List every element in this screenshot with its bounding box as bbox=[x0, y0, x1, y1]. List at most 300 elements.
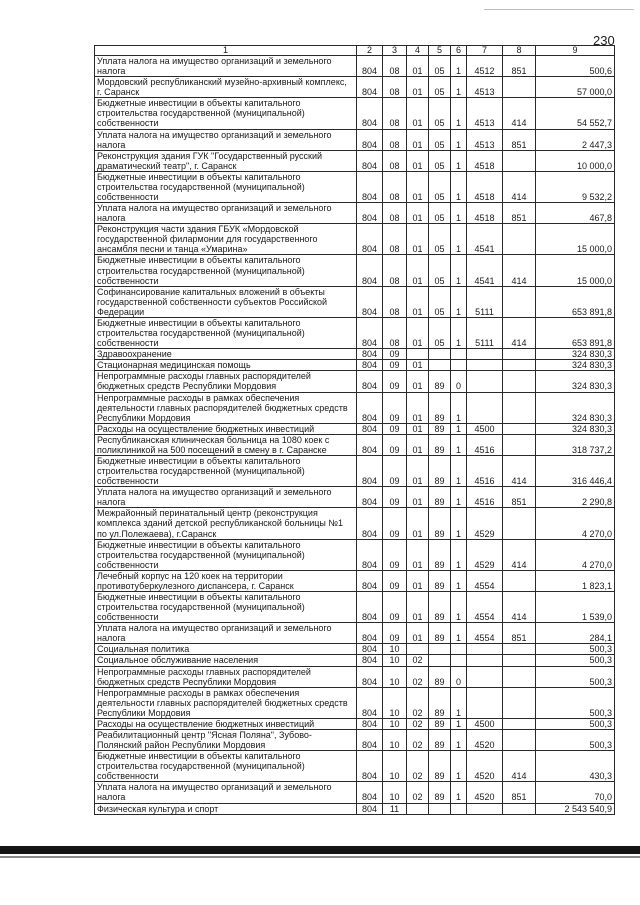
amount-cell: 500,3 bbox=[536, 687, 615, 718]
section-code-cell: 09 bbox=[383, 434, 407, 455]
section-code-cell: 09 bbox=[383, 539, 407, 570]
target-code-cell: 4520 bbox=[467, 730, 503, 751]
subsection-code-cell bbox=[407, 349, 429, 360]
subsection-code-cell bbox=[407, 644, 429, 655]
table-row bbox=[95, 508, 615, 539]
program-code-cell: 89 bbox=[429, 455, 451, 486]
program-code-cell: 05 bbox=[429, 98, 451, 129]
table-row bbox=[95, 623, 615, 644]
program-code-cell: 05 bbox=[429, 171, 451, 202]
section-code-cell: 10 bbox=[383, 644, 407, 655]
amount-cell: 500,3 bbox=[536, 655, 615, 666]
ministry-code-cell: 804 bbox=[357, 591, 383, 622]
program-code-cell: 05 bbox=[429, 150, 451, 171]
ministry-code-cell: 804 bbox=[357, 666, 383, 687]
program-code-cell: 05 bbox=[429, 56, 451, 77]
subprogram-code-cell: 1 bbox=[451, 150, 467, 171]
program-code-cell: 89 bbox=[429, 751, 451, 782]
table-row bbox=[95, 570, 615, 591]
section-code-cell: 09 bbox=[383, 591, 407, 622]
item-name-cell: Межрайонный перинатальный центр (реконструкция комплекса зданий детской республиканской больницы №1 по ул.Полежаева), г.Саранск bbox=[95, 508, 357, 539]
section-code-cell: 09 bbox=[383, 487, 407, 508]
section-code-cell: 09 bbox=[383, 455, 407, 486]
amount-cell: 467,8 bbox=[536, 203, 615, 224]
ministry-code-cell: 804 bbox=[357, 508, 383, 539]
table-row bbox=[95, 591, 615, 622]
item-name-cell: Бюджетные инвестиции в объекты капитального строительства государственной (муниципальной) собственности bbox=[95, 255, 357, 286]
subprogram-code-cell: 1 bbox=[451, 751, 467, 782]
scan-bottom-border bbox=[0, 846, 640, 854]
subsection-code-cell: 02 bbox=[407, 730, 429, 751]
target-code-cell bbox=[467, 666, 503, 687]
ministry-code-cell: 804 bbox=[357, 360, 383, 371]
column-number-7: 7 bbox=[467, 46, 503, 56]
table-row bbox=[95, 423, 615, 434]
subprogram-code-cell: 1 bbox=[451, 687, 467, 718]
subsection-code-cell: 02 bbox=[407, 687, 429, 718]
target-code-cell: 4500 bbox=[467, 423, 503, 434]
scan-edge-line bbox=[484, 9, 634, 10]
subsection-code-cell: 01 bbox=[407, 255, 429, 286]
expense-type-code-cell: 414 bbox=[503, 539, 536, 570]
subprogram-code-cell: 1 bbox=[451, 286, 467, 317]
expense-type-code-cell: 414 bbox=[503, 317, 536, 348]
subsection-code-cell: 02 bbox=[407, 751, 429, 782]
amount-cell: 500,3 bbox=[536, 718, 615, 729]
table-row bbox=[95, 317, 615, 348]
subsection-code-cell: 01 bbox=[407, 286, 429, 317]
expense-type-code-cell bbox=[503, 371, 536, 392]
table-row bbox=[95, 803, 615, 814]
section-code-cell: 10 bbox=[383, 687, 407, 718]
expense-type-code-cell bbox=[503, 392, 536, 423]
target-code-cell: 4541 bbox=[467, 255, 503, 286]
amount-cell: 324 830,3 bbox=[536, 371, 615, 392]
table-body bbox=[95, 56, 615, 815]
subprogram-code-cell: 0 bbox=[451, 371, 467, 392]
amount-cell: 10 000,0 bbox=[536, 150, 615, 171]
subprogram-code-cell: 1 bbox=[451, 224, 467, 255]
amount-cell: 316 446,4 bbox=[536, 455, 615, 486]
section-code-cell: 09 bbox=[383, 623, 407, 644]
subprogram-code-cell: 1 bbox=[451, 782, 467, 803]
subsection-code-cell: 02 bbox=[407, 666, 429, 687]
expense-type-code-cell bbox=[503, 803, 536, 814]
subprogram-code-cell: 1 bbox=[451, 77, 467, 98]
subsection-code-cell bbox=[407, 803, 429, 814]
section-code-cell: 09 bbox=[383, 392, 407, 423]
subprogram-code-cell bbox=[451, 644, 467, 655]
program-code-cell bbox=[429, 655, 451, 666]
subsection-code-cell: 01 bbox=[407, 98, 429, 129]
target-code-cell: 4516 bbox=[467, 455, 503, 486]
ministry-code-cell: 804 bbox=[357, 423, 383, 434]
expense-type-code-cell bbox=[503, 718, 536, 729]
target-code-cell: 4529 bbox=[467, 539, 503, 570]
amount-cell: 500,3 bbox=[536, 644, 615, 655]
table-row bbox=[95, 360, 615, 371]
amount-cell: 500,6 bbox=[536, 56, 615, 77]
column-number-2: 2 bbox=[357, 46, 383, 56]
program-code-cell: 89 bbox=[429, 487, 451, 508]
section-code-cell: 08 bbox=[383, 98, 407, 129]
target-code-cell: 4512 bbox=[467, 56, 503, 77]
item-name-cell: Уплата налога на имущество организаций и земельного налога bbox=[95, 56, 357, 77]
program-code-cell: 05 bbox=[429, 224, 451, 255]
ministry-code-cell: 804 bbox=[357, 434, 383, 455]
section-code-cell: 09 bbox=[383, 423, 407, 434]
table-row bbox=[95, 666, 615, 687]
section-code-cell: 08 bbox=[383, 171, 407, 202]
target-code-cell: 4516 bbox=[467, 434, 503, 455]
program-code-cell: 89 bbox=[429, 371, 451, 392]
subprogram-code-cell: 0 bbox=[451, 666, 467, 687]
expense-type-code-cell bbox=[503, 666, 536, 687]
table-row bbox=[95, 718, 615, 729]
ministry-code-cell: 804 bbox=[357, 317, 383, 348]
amount-cell: 57 000,0 bbox=[536, 77, 615, 98]
ministry-code-cell: 804 bbox=[357, 570, 383, 591]
amount-cell: 324 830,3 bbox=[536, 392, 615, 423]
program-code-cell: 05 bbox=[429, 255, 451, 286]
target-code-cell: 4554 bbox=[467, 623, 503, 644]
item-name-cell: Непрограммные расходы в рамках обеспечения деятельности главных распорядителей бюджетных средств Республики Мордовия bbox=[95, 687, 357, 718]
ministry-code-cell: 804 bbox=[357, 455, 383, 486]
ministry-code-cell: 804 bbox=[357, 644, 383, 655]
table-row bbox=[95, 392, 615, 423]
program-code-cell bbox=[429, 349, 451, 360]
ministry-code-cell: 804 bbox=[357, 286, 383, 317]
amount-cell: 1 539,0 bbox=[536, 591, 615, 622]
table-row bbox=[95, 687, 615, 718]
section-code-cell: 10 bbox=[383, 730, 407, 751]
item-name-cell: Бюджетные инвестиции в объекты капитального строительства государственной (муниципальной) собственности bbox=[95, 539, 357, 570]
program-code-cell: 05 bbox=[429, 286, 451, 317]
program-code-cell: 05 bbox=[429, 77, 451, 98]
expense-type-code-cell bbox=[503, 349, 536, 360]
section-code-cell: 10 bbox=[383, 751, 407, 782]
column-number-3: 3 bbox=[383, 46, 407, 56]
expense-type-code-cell: 414 bbox=[503, 255, 536, 286]
target-code-cell: 4513 bbox=[467, 77, 503, 98]
section-code-cell: 10 bbox=[383, 718, 407, 729]
target-code-cell: 5111 bbox=[467, 286, 503, 317]
target-code-cell: 4554 bbox=[467, 591, 503, 622]
subprogram-code-cell: 1 bbox=[451, 392, 467, 423]
subprogram-code-cell: 1 bbox=[451, 508, 467, 539]
amount-cell: 1 823,1 bbox=[536, 570, 615, 591]
item-name-cell: Расходы на осуществление бюджетных инвестиций bbox=[95, 423, 357, 434]
expense-type-code-cell bbox=[503, 77, 536, 98]
expense-type-code-cell: 851 bbox=[503, 129, 536, 150]
table-row bbox=[95, 56, 615, 77]
amount-cell: 500,3 bbox=[536, 666, 615, 687]
subsection-code-cell: 01 bbox=[407, 224, 429, 255]
ministry-code-cell: 804 bbox=[357, 224, 383, 255]
section-code-cell: 08 bbox=[383, 150, 407, 171]
amount-cell: 54 552,7 bbox=[536, 98, 615, 129]
expense-type-code-cell bbox=[503, 224, 536, 255]
table-row bbox=[95, 255, 615, 286]
subprogram-code-cell: 1 bbox=[451, 591, 467, 622]
item-name-cell: Здравоохранение bbox=[95, 349, 357, 360]
subprogram-code-cell: 1 bbox=[451, 730, 467, 751]
item-name-cell: Расходы на осуществление бюджетных инвестиций bbox=[95, 718, 357, 729]
ministry-code-cell: 804 bbox=[357, 623, 383, 644]
amount-cell: 430,3 bbox=[536, 751, 615, 782]
section-code-cell: 08 bbox=[383, 129, 407, 150]
subsection-code-cell: 01 bbox=[407, 487, 429, 508]
expense-type-code-cell: 414 bbox=[503, 751, 536, 782]
amount-cell: 15 000,0 bbox=[536, 255, 615, 286]
ministry-code-cell: 804 bbox=[357, 371, 383, 392]
table-row bbox=[95, 434, 615, 455]
section-code-cell: 08 bbox=[383, 56, 407, 77]
column-number-4: 4 bbox=[407, 46, 429, 56]
expense-type-code-cell bbox=[503, 434, 536, 455]
table-row bbox=[95, 203, 615, 224]
expense-type-code-cell bbox=[503, 687, 536, 718]
amount-cell: 2 543 540,9 bbox=[536, 803, 615, 814]
subsection-code-cell: 01 bbox=[407, 623, 429, 644]
column-number-8: 8 bbox=[503, 46, 536, 56]
ministry-code-cell: 804 bbox=[357, 803, 383, 814]
program-code-cell: 89 bbox=[429, 508, 451, 539]
program-code-cell: 05 bbox=[429, 317, 451, 348]
amount-cell: 9 532,2 bbox=[536, 171, 615, 202]
ministry-code-cell: 804 bbox=[357, 655, 383, 666]
item-name-cell: Уплата налога на имущество организаций и земельного налога bbox=[95, 782, 357, 803]
table-row bbox=[95, 150, 615, 171]
item-name-cell: Социальное обслуживание населения bbox=[95, 655, 357, 666]
subprogram-code-cell: 1 bbox=[451, 623, 467, 644]
item-name-cell: Уплата налога на имущество организаций и земельного налога bbox=[95, 623, 357, 644]
item-name-cell: Реабилитационный центр "Ясная Поляна", Зубово-Полянский район Республики Мордовия bbox=[95, 730, 357, 751]
subsection-code-cell: 01 bbox=[407, 508, 429, 539]
subprogram-code-cell: 1 bbox=[451, 56, 467, 77]
subsection-code-cell: 01 bbox=[407, 203, 429, 224]
section-code-cell: 08 bbox=[383, 203, 407, 224]
subsection-code-cell: 01 bbox=[407, 392, 429, 423]
subprogram-code-cell: 1 bbox=[451, 487, 467, 508]
expense-type-code-cell: 414 bbox=[503, 171, 536, 202]
ministry-code-cell: 804 bbox=[357, 782, 383, 803]
ministry-code-cell: 804 bbox=[357, 77, 383, 98]
expense-type-code-cell bbox=[503, 360, 536, 371]
target-code-cell bbox=[467, 392, 503, 423]
expense-type-code-cell: 414 bbox=[503, 591, 536, 622]
program-code-cell: 89 bbox=[429, 782, 451, 803]
subsection-code-cell: 01 bbox=[407, 539, 429, 570]
subsection-code-cell: 01 bbox=[407, 56, 429, 77]
amount-cell: 653 891,8 bbox=[536, 286, 615, 317]
target-code-cell: 4513 bbox=[467, 98, 503, 129]
ministry-code-cell: 804 bbox=[357, 751, 383, 782]
item-name-cell: Лечебный корпус на 120 коек на территории противотуберкулезного диспансера, г. Саранск bbox=[95, 570, 357, 591]
subprogram-code-cell: 1 bbox=[451, 171, 467, 202]
section-code-cell: 11 bbox=[383, 803, 407, 814]
ministry-code-cell: 804 bbox=[357, 203, 383, 224]
ministry-code-cell: 804 bbox=[357, 56, 383, 77]
program-code-cell: 89 bbox=[429, 392, 451, 423]
ministry-code-cell: 804 bbox=[357, 129, 383, 150]
column-number-1: 1 bbox=[95, 46, 357, 56]
expense-type-code-cell: 851 bbox=[503, 623, 536, 644]
section-code-cell: 08 bbox=[383, 224, 407, 255]
column-number-9: 9 bbox=[536, 46, 615, 56]
subsection-code-cell: 01 bbox=[407, 129, 429, 150]
subprogram-code-cell bbox=[451, 655, 467, 666]
subprogram-code-cell: 1 bbox=[451, 718, 467, 729]
subprogram-code-cell bbox=[451, 803, 467, 814]
program-code-cell bbox=[429, 803, 451, 814]
ministry-code-cell: 804 bbox=[357, 539, 383, 570]
subsection-code-cell: 01 bbox=[407, 317, 429, 348]
table-row bbox=[95, 77, 615, 98]
target-code-cell: 4518 bbox=[467, 203, 503, 224]
expense-type-code-cell: 851 bbox=[503, 487, 536, 508]
ministry-code-cell: 804 bbox=[357, 150, 383, 171]
section-code-cell: 08 bbox=[383, 317, 407, 348]
ministry-code-cell: 804 bbox=[357, 255, 383, 286]
column-number-6: 6 bbox=[451, 46, 467, 56]
table-row bbox=[95, 349, 615, 360]
item-name-cell: Бюджетные инвестиции в объекты капитального строительства государственной (муниципальной) собственности bbox=[95, 98, 357, 129]
table-row bbox=[95, 224, 615, 255]
target-code-cell: 4541 bbox=[467, 224, 503, 255]
subprogram-code-cell: 1 bbox=[451, 539, 467, 570]
expense-type-code-cell bbox=[503, 150, 536, 171]
ministry-code-cell: 804 bbox=[357, 487, 383, 508]
subprogram-code-cell bbox=[451, 349, 467, 360]
subprogram-code-cell: 1 bbox=[451, 570, 467, 591]
subsection-code-cell: 01 bbox=[407, 455, 429, 486]
subprogram-code-cell: 1 bbox=[451, 255, 467, 286]
section-code-cell: 10 bbox=[383, 655, 407, 666]
target-code-cell: 4520 bbox=[467, 782, 503, 803]
subprogram-code-cell: 1 bbox=[451, 129, 467, 150]
target-code-cell: 4513 bbox=[467, 129, 503, 150]
subsection-code-cell: 01 bbox=[407, 434, 429, 455]
expense-type-code-cell bbox=[503, 730, 536, 751]
item-name-cell: Бюджетные инвестиции в объекты капитального строительства государственной (муниципальной) собственности bbox=[95, 591, 357, 622]
expense-type-code-cell: 851 bbox=[503, 782, 536, 803]
program-code-cell: 89 bbox=[429, 623, 451, 644]
budget-table bbox=[94, 45, 615, 815]
section-code-cell: 09 bbox=[383, 371, 407, 392]
item-name-cell: Бюджетные инвестиции в объекты капитального строительства государственной (муниципальной) собственности bbox=[95, 455, 357, 486]
target-code-cell: 4520 bbox=[467, 751, 503, 782]
program-code-cell: 05 bbox=[429, 203, 451, 224]
amount-cell: 653 891,8 bbox=[536, 317, 615, 348]
item-name-cell: Бюджетные инвестиции в объекты капитального строительства государственной (муниципальной) собственности bbox=[95, 751, 357, 782]
ministry-code-cell: 804 bbox=[357, 730, 383, 751]
item-name-cell: Уплата налога на имущество организаций и земельного налога bbox=[95, 129, 357, 150]
subprogram-code-cell bbox=[451, 360, 467, 371]
section-code-cell: 08 bbox=[383, 77, 407, 98]
table-row bbox=[95, 455, 615, 486]
program-code-cell: 89 bbox=[429, 718, 451, 729]
table-row bbox=[95, 730, 615, 751]
target-code-cell: 4554 bbox=[467, 570, 503, 591]
section-code-cell: 08 bbox=[383, 286, 407, 317]
subsection-code-cell: 01 bbox=[407, 150, 429, 171]
section-code-cell: 09 bbox=[383, 508, 407, 539]
amount-cell: 324 830,3 bbox=[536, 360, 615, 371]
program-code-cell: 89 bbox=[429, 423, 451, 434]
item-name-cell: Непрограммные расходы главных распорядителей бюджетных средств Республики Мордовия bbox=[95, 666, 357, 687]
section-code-cell: 08 bbox=[383, 255, 407, 286]
scan-bottom-shadow bbox=[0, 856, 640, 858]
program-code-cell: 05 bbox=[429, 129, 451, 150]
program-code-cell: 89 bbox=[429, 687, 451, 718]
item-name-cell: Бюджетные инвестиции в объекты капитального строительства государственной (муниципальной) собственности bbox=[95, 171, 357, 202]
program-code-cell: 89 bbox=[429, 539, 451, 570]
column-number-5: 5 bbox=[429, 46, 451, 56]
table-row bbox=[95, 129, 615, 150]
subsection-code-cell: 02 bbox=[407, 718, 429, 729]
column-number-row bbox=[95, 46, 615, 56]
target-code-cell bbox=[467, 371, 503, 392]
amount-cell: 2 447,3 bbox=[536, 129, 615, 150]
program-code-cell: 89 bbox=[429, 591, 451, 622]
ministry-code-cell: 804 bbox=[357, 171, 383, 202]
item-name-cell: Социальная политика bbox=[95, 644, 357, 655]
program-code-cell bbox=[429, 644, 451, 655]
table-row bbox=[95, 751, 615, 782]
amount-cell: 2 290,8 bbox=[536, 487, 615, 508]
item-name-cell: Непрограммные расходы главных распорядителей бюджетных средств Республики Мордовия bbox=[95, 371, 357, 392]
target-code-cell: 4500 bbox=[467, 718, 503, 729]
item-name-cell: Непрограммные расходы в рамках обеспечения деятельности главных распорядителей бюджетных средств Республики Мордовия bbox=[95, 392, 357, 423]
table-row bbox=[95, 655, 615, 666]
table-row bbox=[95, 487, 615, 508]
target-code-cell bbox=[467, 803, 503, 814]
subsection-code-cell: 01 bbox=[407, 371, 429, 392]
section-code-cell: 10 bbox=[383, 666, 407, 687]
ministry-code-cell: 804 bbox=[357, 687, 383, 718]
expense-type-code-cell: 851 bbox=[503, 56, 536, 77]
item-name-cell: Физическая культура и спорт bbox=[95, 803, 357, 814]
table-row bbox=[95, 98, 615, 129]
expense-type-code-cell: 414 bbox=[503, 455, 536, 486]
expense-type-code-cell bbox=[503, 644, 536, 655]
item-name-cell: Стационарная медицинская помощь bbox=[95, 360, 357, 371]
target-code-cell: 4518 bbox=[467, 171, 503, 202]
program-code-cell: 89 bbox=[429, 434, 451, 455]
expense-type-code-cell: 851 bbox=[503, 203, 536, 224]
subprogram-code-cell: 1 bbox=[451, 98, 467, 129]
target-code-cell: 5111 bbox=[467, 317, 503, 348]
item-name-cell: Реконструкция здания ГУК "Государственный русский драматический театр", г. Саранск bbox=[95, 150, 357, 171]
section-code-cell: 09 bbox=[383, 349, 407, 360]
ministry-code-cell: 804 bbox=[357, 392, 383, 423]
expense-type-code-cell bbox=[503, 508, 536, 539]
subsection-code-cell: 01 bbox=[407, 77, 429, 98]
subsection-code-cell: 01 bbox=[407, 591, 429, 622]
target-code-cell bbox=[467, 655, 503, 666]
item-name-cell: Уплата налога на имущество организаций и земельного налога bbox=[95, 487, 357, 508]
amount-cell: 284,1 bbox=[536, 623, 615, 644]
amount-cell: 324 830,3 bbox=[536, 423, 615, 434]
ministry-code-cell: 804 bbox=[357, 718, 383, 729]
table-row bbox=[95, 782, 615, 803]
ministry-code-cell: 804 bbox=[357, 349, 383, 360]
subprogram-code-cell: 1 bbox=[451, 423, 467, 434]
subsection-code-cell: 02 bbox=[407, 782, 429, 803]
table-row bbox=[95, 286, 615, 317]
table-row bbox=[95, 171, 615, 202]
